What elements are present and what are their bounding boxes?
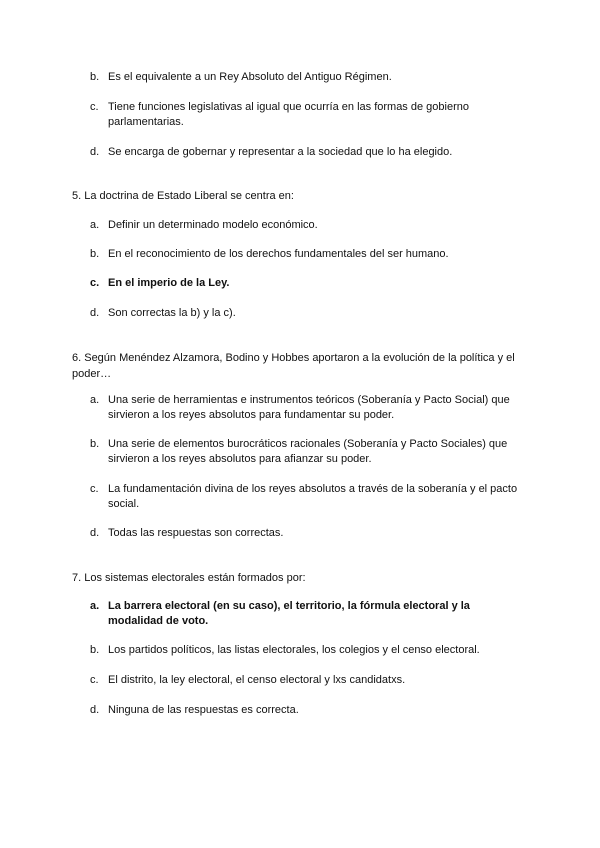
q5-option-d bbox=[90, 306, 530, 321]
q7-option-a-correct bbox=[90, 599, 530, 629]
q7-option-c bbox=[90, 673, 530, 688]
option-letter: b. bbox=[90, 438, 100, 450]
option-text: Tiene funciones legislativas al igual que ocurría en las formas de gobierno parlamentarias. bbox=[108, 101, 469, 128]
question-7: 7. Los sistemas electorales están formados por: bbox=[72, 572, 306, 584]
q7-option-d bbox=[90, 703, 530, 718]
option-letter: d. bbox=[90, 704, 100, 716]
option-text: Definir un determinado modelo económico. bbox=[108, 219, 318, 231]
q7-option-b bbox=[90, 643, 530, 658]
option-text: Ninguna de las respuestas es correcta. bbox=[108, 704, 299, 716]
option-letter: c. bbox=[90, 674, 99, 686]
q6-option-a bbox=[90, 393, 530, 423]
option-letter: d. bbox=[90, 146, 100, 158]
option-text: Es el equivalente a un Rey Absoluto del Antiguo Régimen. bbox=[108, 71, 392, 83]
q6-option-b bbox=[90, 437, 530, 467]
option-text: Son correctas la b) y la c). bbox=[108, 307, 236, 319]
option-text: Una serie de herramientas e instrumentos teóricos (Soberanía y Pacto Social) que sirvieron a los reyes absolutos para fundamentar su poder. bbox=[108, 394, 510, 421]
option-letter: d. bbox=[90, 527, 100, 539]
q6-option-c bbox=[90, 482, 530, 512]
q5-option-b bbox=[90, 247, 530, 262]
option-letter: d. bbox=[90, 307, 100, 319]
option-text: En el imperio de la Ley. bbox=[108, 277, 230, 289]
option-text: Una serie de elementos burocráticos racionales (Soberanía y Pacto Sociales) que sirvieron a los reyes absolutos para afianzar su poder. bbox=[108, 438, 508, 465]
option-letter: c. bbox=[90, 483, 99, 495]
option-letter: b. bbox=[90, 248, 100, 260]
option-text: Se encarga de gobernar y representar a la sociedad que lo ha elegido. bbox=[108, 146, 453, 158]
q6-option-d bbox=[90, 526, 530, 541]
question-6: 6. Según Menéndez Alzamora, Bodino y Hobbes aportaron a la evolución de la política y el poder… bbox=[72, 352, 515, 380]
q4-option-d bbox=[90, 145, 530, 160]
option-text: La fundamentación divina de los reyes absolutos a través de la soberanía y el pacto social. bbox=[108, 483, 518, 510]
option-letter: c. bbox=[90, 277, 100, 289]
option-text: En el reconocimiento de los derechos fundamentales del ser humano. bbox=[108, 248, 449, 260]
option-text: La barrera electoral (en su caso), el territorio, la fórmula electoral y la modalidad de voto. bbox=[108, 600, 470, 627]
option-text: Todas las respuestas son correctas. bbox=[108, 527, 284, 539]
q5-option-c-correct bbox=[90, 276, 530, 291]
option-letter: b. bbox=[90, 644, 100, 656]
q5-option-a bbox=[90, 218, 530, 233]
option-text: El distrito, la ley electoral, el censo electoral y lxs candidatxs. bbox=[108, 674, 406, 686]
option-letter: a. bbox=[90, 219, 100, 231]
q4-option-b bbox=[90, 70, 530, 85]
question-5: 5. La doctrina de Estado Liberal se centra en: bbox=[72, 190, 294, 202]
option-letter: c. bbox=[90, 101, 99, 113]
q4-option-c bbox=[90, 100, 530, 130]
option-letter: a. bbox=[90, 394, 100, 406]
option-text: Los partidos políticos, las listas electorales, los colegios y el censo electoral. bbox=[108, 644, 480, 656]
option-letter: b. bbox=[90, 71, 100, 83]
option-letter: a. bbox=[90, 600, 100, 612]
